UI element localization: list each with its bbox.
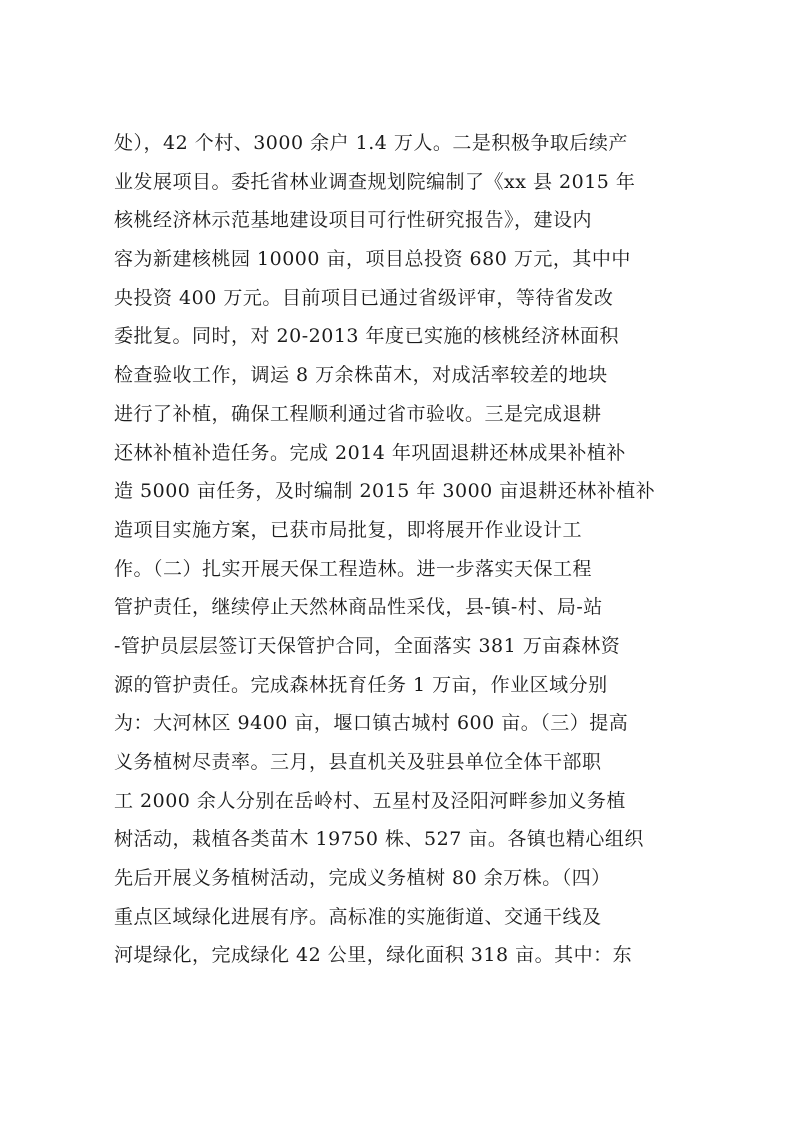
text-line: 造 5000 亩任务，及时编制 2015 年 3000 亩退耕还林补植补 xyxy=(114,480,656,503)
text-line: 处），42 个村、3000 余户 1.4 万人。二是积极争取后续产 xyxy=(114,132,628,154)
text-line: 重点区域绿化进展有序。高标准的实施街道、交通干线及 xyxy=(114,905,602,928)
text-line: 河堤绿化，完成绿化 42 公里，绿化面积 318 亩。其中：东 xyxy=(114,944,633,967)
text-line: 业发展项目。委托省林业调查规划院编制了《xx 县 2015 年 xyxy=(114,170,636,193)
text-line: 作。（二）扎实开展天保工程造林。进一步落实天保工程 xyxy=(114,557,593,580)
text-line: 管护责任，继续停止天然林商品性采伐，县-镇-村、局-站 xyxy=(114,596,603,619)
text-line: 检查验收工作，调运 8 万余株苗木，对成活率较差的地块 xyxy=(114,364,608,387)
text-line: 先后开展义务植树活动，完成义务植树 80 余万株。（四） xyxy=(114,867,611,890)
text-line: 源的管护责任。完成森林抚育任务 1 万亩，作业区域分别 xyxy=(114,673,608,696)
text-line: -管护员层层签订天保管护合同，全面落实 381 万亩森林资 xyxy=(114,634,621,657)
text-line: 树活动，栽植各类苗木 19750 株、527 亩。各镇也精心组织 xyxy=(114,828,644,851)
text-line: 央投资 400 万元。目前项目已通过省级评审，等待省发改 xyxy=(114,286,614,309)
text-line: 委批复。同时，对 20-2013 年度已实施的核桃经济林面积 xyxy=(114,325,620,348)
text-line: 为：大河林区 9400 亩，堰口镇古城村 600 亩。（三）提高 xyxy=(114,712,629,735)
text-line: 容为新建核桃园 10000 亩，项目总投资 680 万元，其中中 xyxy=(114,248,631,271)
text-line: 进行了补植，确保工程顺利通过省市验收。三是完成退耕 xyxy=(114,402,602,425)
text-line: 义务植树尽责率。三月，县直机关及驻县单位全体干部职 xyxy=(114,751,602,773)
text-line: 造项目实施方案，已获市局批复，即将展开作业设计工 xyxy=(114,518,583,541)
text-line: 核桃经济林示范基地建设项目可行性研究报告》，建设内 xyxy=(114,209,593,232)
text-line: 工 2000 余人分别在岳岭村、五星村及泾阳河畔参加义务植 xyxy=(114,789,626,812)
text-line: 还林补植补造任务。完成 2014 年巩固退耕还林成果补植补 xyxy=(114,441,626,464)
body-text xyxy=(114,124,684,975)
